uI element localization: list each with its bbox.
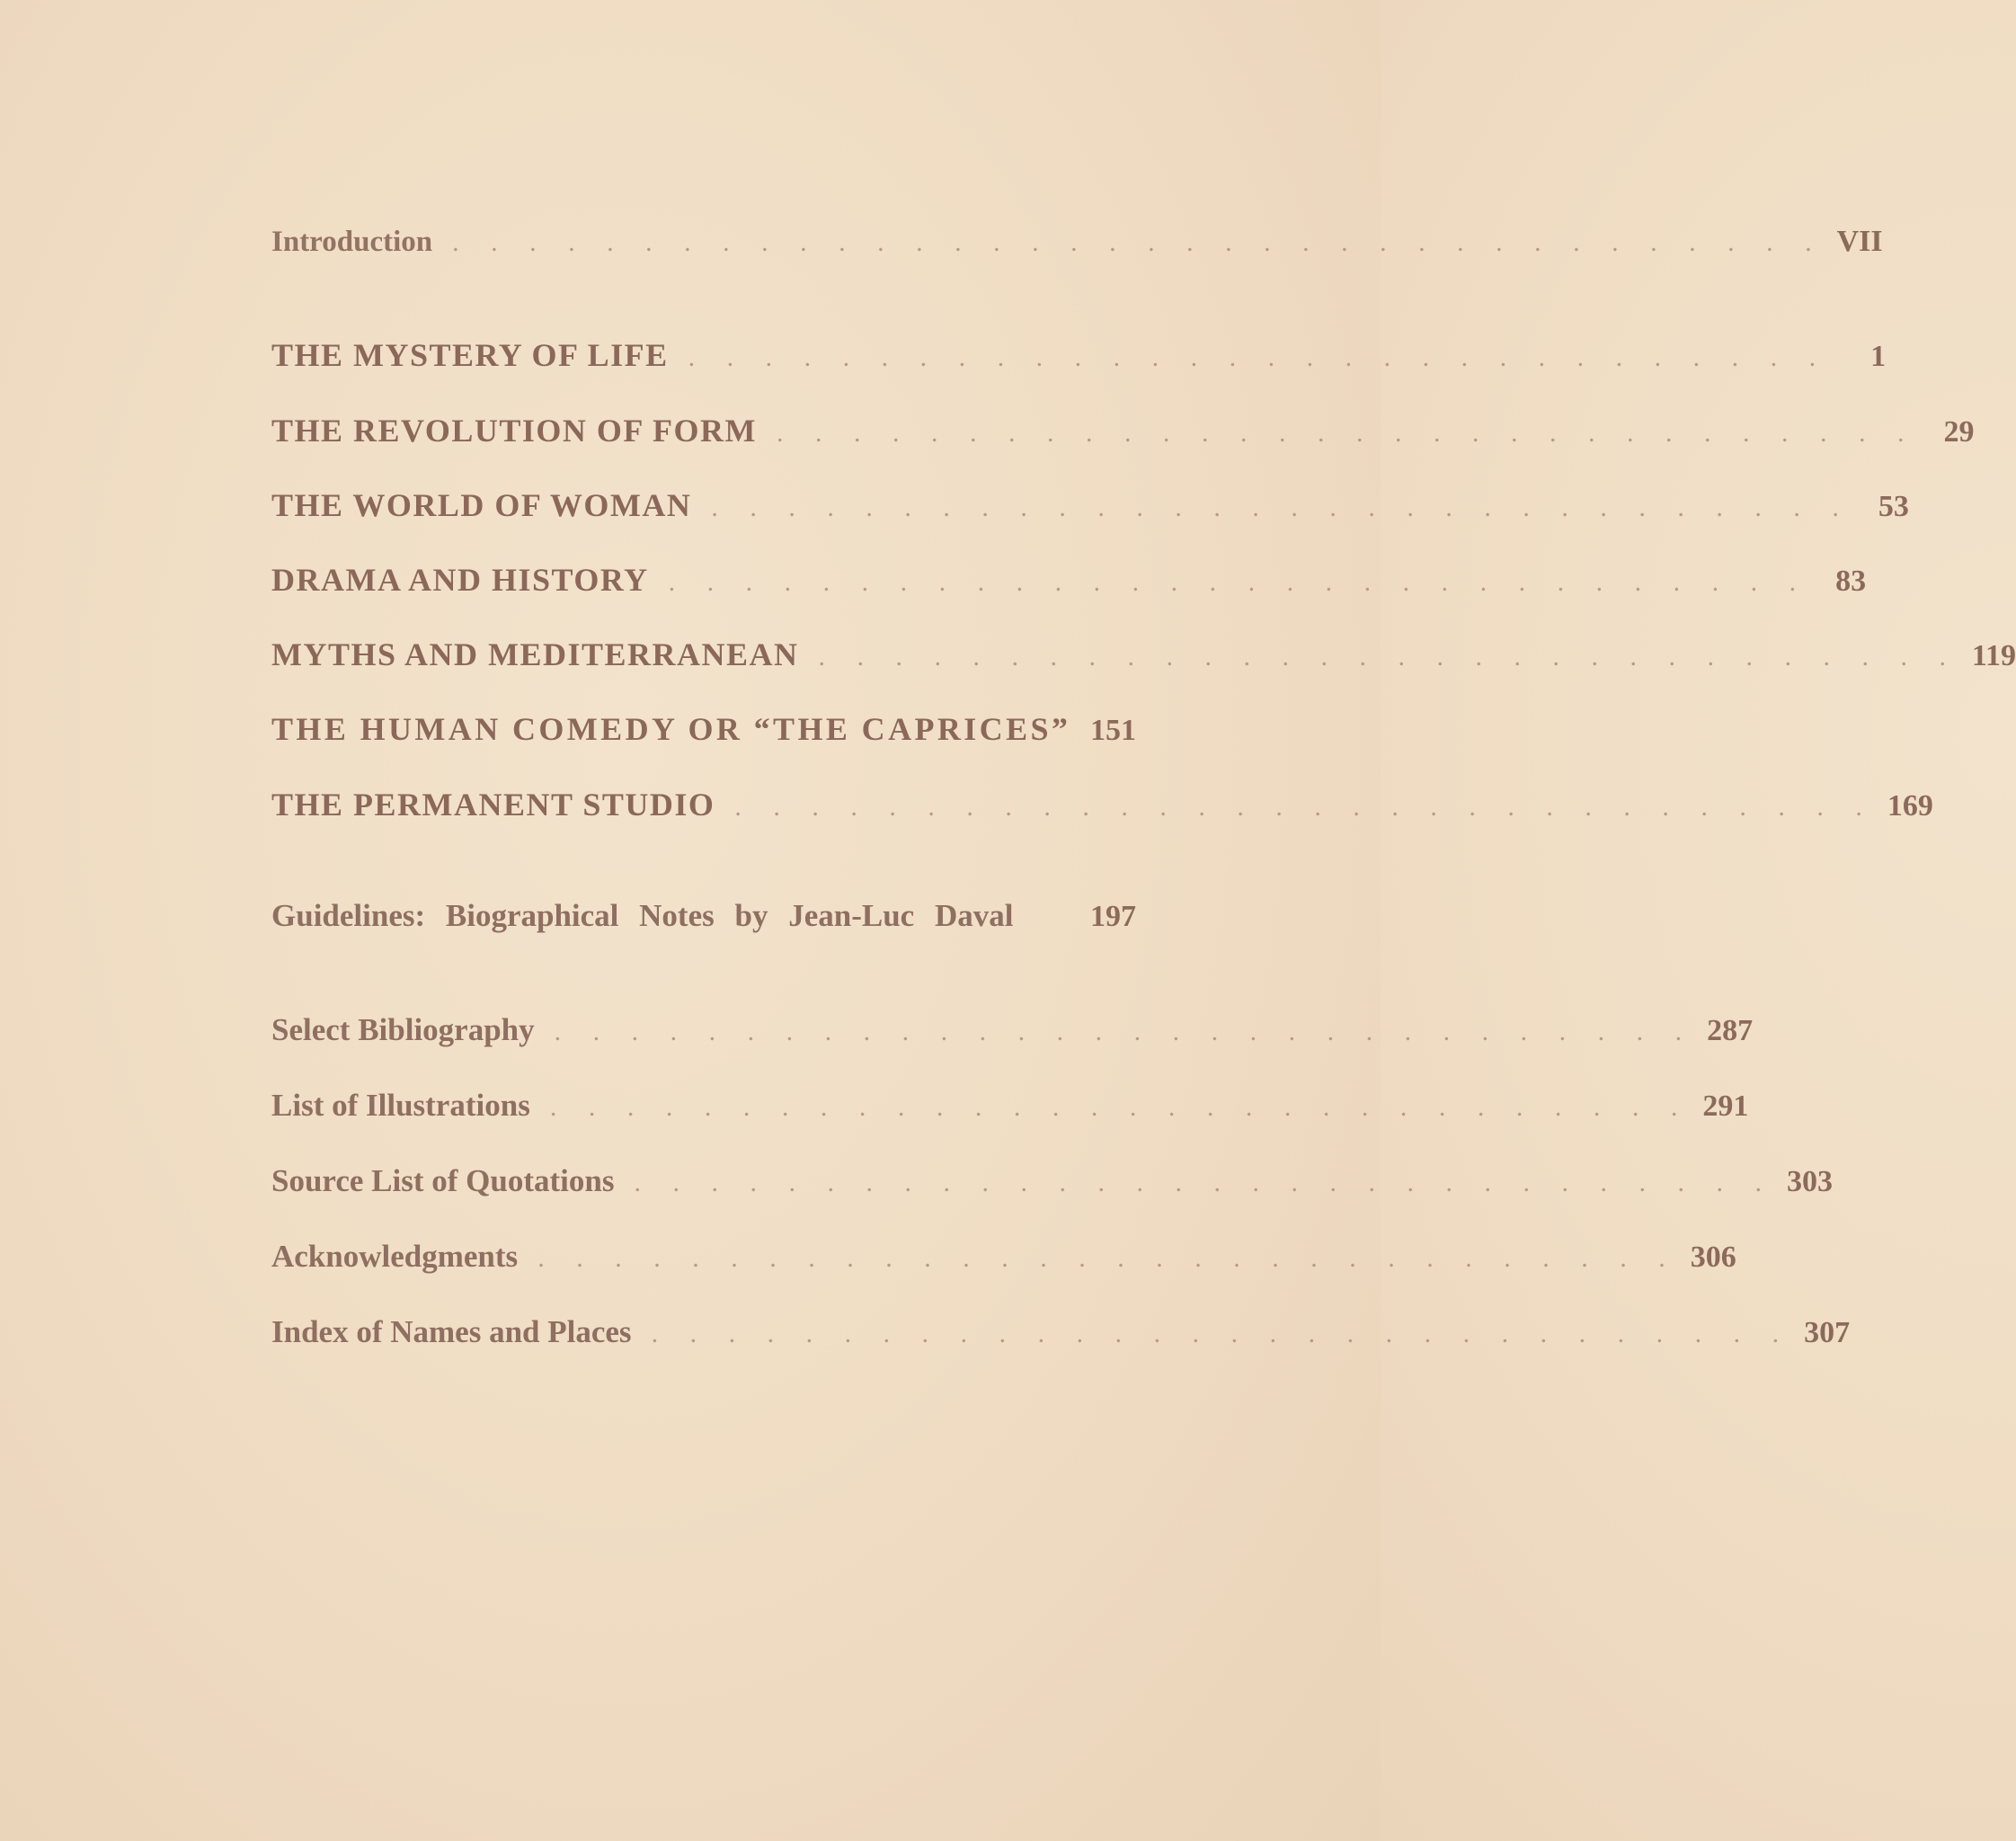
toc-entry-title: Select Bibliography	[271, 1012, 535, 1047]
dot-leader: . . . . . . . . . . . . . . . . . . . . . . . . . . . . . .	[711, 493, 1852, 522]
toc-entry-title: MYTHS AND MEDITERRANEAN	[271, 636, 799, 672]
toc-entry-page-number: 197	[1090, 900, 1136, 933]
toc-entry-back-matter[interactable]	[271, 1088, 1749, 1124]
toc-entry-title: THE MYSTERY OF LIFE	[271, 337, 669, 373]
toc-entry-page-number: 1	[1870, 340, 1887, 373]
toc-entry-chapter[interactable]	[271, 561, 1867, 599]
dot-leader: . . . . . . . . . . . . . . . . . . . . . . . . . . . . . .	[734, 792, 1875, 822]
toc-entry-title: THE PERMANENT STUDIO	[271, 787, 715, 823]
toc-entry-title: THE REVOLUTION OF FORM	[271, 413, 757, 449]
toc-entry-page-number: 303	[1786, 1165, 1833, 1198]
toc-entry-page-number: 291	[1702, 1089, 1749, 1123]
toc-entry-page-number: 83	[1835, 565, 1867, 598]
toc-entry-chapter[interactable]	[271, 412, 1975, 449]
toc-entry-introduction[interactable]	[271, 225, 1883, 259]
toc-entry-back-matter[interactable]	[271, 1314, 1851, 1350]
toc-entry-title: Guidelines: Biographical Notes by Jean-Luc Daval	[271, 898, 1014, 933]
toc-entry-page-number: 169	[1887, 789, 1933, 823]
dot-leader: . . . . . . . . . . . . . . . . . . . . . . . . . . . . . .	[651, 1319, 1792, 1348]
toc-entry-page-number: 307	[1804, 1316, 1851, 1349]
dot-leader: . . . . . . . . . . . . . . . . . . . . . . . . . . . . . .	[554, 1017, 1695, 1046]
toc-entry-page-number: 53	[1878, 490, 1909, 523]
toc-entry-back-matter[interactable]	[271, 1012, 1754, 1048]
toc-entry-guidelines[interactable]	[271, 898, 1136, 934]
toc-entry-chapter[interactable]	[271, 786, 1933, 823]
toc-entry-title: Introduction	[271, 226, 433, 258]
toc-entry-back-matter[interactable]	[271, 1163, 1833, 1199]
toc-entry-chapter[interactable]	[271, 336, 1887, 374]
dot-leader: . . . . . . . . . . . . . . . . . . . . . . . . . . . . . . . . . . . .	[452, 227, 1825, 257]
toc-entry-title: THE WORLD OF WOMAN	[271, 487, 692, 523]
dot-leader: . . . . . . . . . . . . . . . . . . . . . . . . . . . . . .	[688, 342, 1829, 372]
dot-leader: . . . . . . . . . . . . . . . . . . . . . . . . . . . . . .	[537, 1243, 1678, 1273]
dot-leader: . . . . . . . . . . . . . . . . . . . . . . . . . . . . . .	[818, 642, 1959, 671]
toc-entry-page-number: 29	[1943, 415, 1975, 449]
toc-entry-title: List of Illustrations	[271, 1088, 530, 1123]
dot-leader: . . . . . . . . . . . . . . . . . . . . . . . . . . . . . .	[776, 418, 1917, 448]
toc-entry-page-number: 287	[1707, 1014, 1754, 1047]
toc-entry-title: Index of Names and Places	[271, 1314, 632, 1349]
toc-entry-title: THE HUMAN COMEDY OR “THE CAPRICES”	[271, 711, 1071, 747]
toc-entry-page-number: 119	[1971, 639, 2016, 672]
toc-entry-chapter[interactable]	[271, 486, 1909, 524]
toc-entry-page-number: 151	[1090, 714, 1136, 747]
toc-entry-title: Acknowledgments	[271, 1239, 519, 1274]
dot-leader: . . . . . . . . . . . . . . . . . . . . . . . . . . . . . .	[549, 1092, 1691, 1122]
toc-entry-page-number: VII	[1836, 225, 1883, 258]
dot-leader: . . . . . . . . . . . . . . . . . . . . . . . . . . . . . .	[668, 567, 1809, 597]
toc-entry-chapter[interactable]	[271, 636, 2016, 673]
toc-entry-back-matter[interactable]	[271, 1239, 1736, 1275]
toc-entry-title: Source List of Quotations	[271, 1163, 615, 1198]
toc-entry-page-number: 306	[1690, 1241, 1736, 1274]
dot-leader: . . . . . . . . . . . . . . . . . . . . . . . . . . . . . .	[634, 1168, 1774, 1197]
toc-entry-title: DRAMA AND HISTORY	[271, 562, 649, 598]
toc-entry-chapter[interactable]	[271, 710, 1136, 748]
